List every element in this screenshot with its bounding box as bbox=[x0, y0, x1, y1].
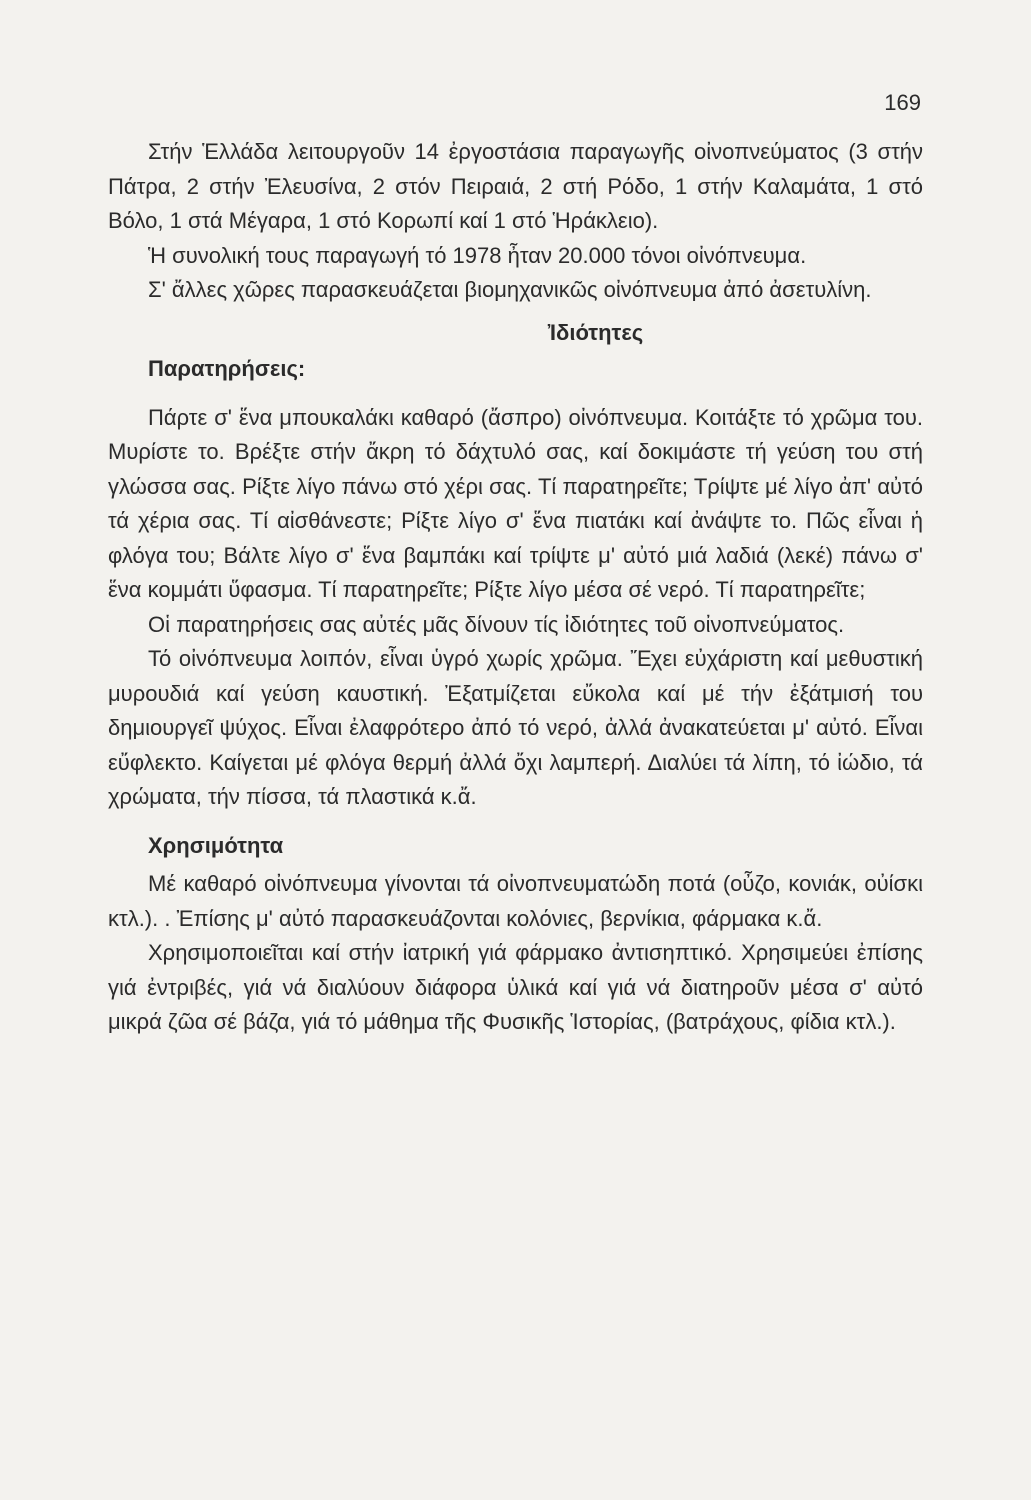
usefulness-paragraph-1: Μέ καθαρό οἰνόπνευμα γίνονται τά οἰνοπνευματώδη ποτά (οὖζο, κονιάκ, οὐίσκι κτλ.). . Ἐπίσης μ' αὐτό παρασκευάζονται κολόνιες, βερνίκια, φάρμακα κ.ἄ. bbox=[108, 871, 923, 931]
intro-paragraph-1: Στήν Ἑλλάδα λειτουργοῦν 14 ἐργοστάσια παραγωγῆς οἰνοπνεύματος (3 στήν Πάτρα, 2 στήν Ἐλευσίνα, 2 στόν Πειραιά, 2 στή Ρόδο, 1 στήν Καλαμάτα, 1 στό Βόλο, 1 στά Μέγαρα, 1 στό Κορωπί καί 1 στό Ἡράκλειο). bbox=[108, 139, 923, 233]
section-heading-properties: Ἰδιότητες bbox=[547, 319, 644, 345]
observation-paragraph-2: Οἱ παρατηρήσεις σας αὐτές μᾶς δίνουν τίς ἰδιότητες τοῦ οἰνοπνεύματος. bbox=[148, 611, 845, 637]
subheading-observations: Παρατηρήσεις: bbox=[148, 356, 306, 381]
page-content bbox=[108, 135, 923, 1040]
page-number: 169 bbox=[884, 90, 921, 115]
intro-paragraph-3: Σ' ἄλλες χῶρες παρασκευάζεται βιομηχανικῶς οἰνόπνευμα ἀπό ἀσετυλίνη. bbox=[148, 277, 872, 302]
usefulness-paragraph-2: Χρησιμοποιεῖται καί στήν ἰατρική γιά φάρμακο ἀντισηπτικό. Χρησιμεύει ἐπίσης γιά ἐντριβές, γιά νά διαλύουν διάφορα ὑλικά καί γιά νά διατηροῦν μέσα σ' αὐτό μικρά ζῶα σέ βάζα, γιά τό μάθημα τῆς Φυσικῆς Ἱστορίας, (βατράχους, φίδια κτλ.). bbox=[108, 940, 923, 1034]
observation-paragraph-1: Πάρτε σ' ἕνα μπουκαλάκι καθαρό (ἄσπρο) οἰνόπνευμα. Κοιτάξτε τό χρῶμα του. Μυρίστε το. Βρέξτε στήν ἄκρη τό δάχτυλό σας, καί δοκιμάστε τή γεύση του στή γλώσσα σας. Ρίξτε λίγο πάνω στό χέρι σας. Τί παρατηρεῖτε; Τρίψτε μέ λίγο ἀπ' αὐτό τά χέρια σας. Τί αἰσθάνεστε; Ρίξτε λίγο σ' ἕνα πιατάκι καί ἀνάψτε το. Πῶς εἶναι ἡ φλόγα του; Βάλτε λίγο σ' ἕνα βαμπάκι καί τρίψτε μ' αὐτό μιά λαδιά (λεκέ) πάνω σ' ἕνα κομμάτι ὕφασμα. Τί παρατηρεῖτε; Ρίξτε λίγο μέσα σέ νερό. Τί παρατηρεῖτε; bbox=[108, 404, 923, 602]
observation-paragraph-3: Τό οἰνόπνευμα λοιπόν, εἶναι ὑγρό χωρίς χρῶμα. Ἔχει εὐχάριστη καί μεθυστική μυρουδιά καί γεύση καυστική. Ἐξατμίζεται εὔκολα καί μέ τήν ἐξάτμισή του δημιουργεῖ ψύχος. Εἶναι ἐλαφρότερο ἀπό τό νερό, ἀλλά ἀνακατεύεται μ' αὐτό. Εἶναι εὔφλεκτο. Καίγεται μέ φλόγα θερμή ἀλλά ὄχι λαμπερή. Διαλύει τά λίπη, τό ἰώδιο, τά χρώματα, τήν πίσσα, τά πλαστικά κ.ἄ. bbox=[108, 646, 923, 809]
section-heading-usefulness: Χρησιμότητα bbox=[148, 832, 284, 858]
intro-paragraph-2: Ἡ συνολική τους παραγωγή τό 1978 ἦταν 20.000 τόνοι οἰνόπνευμα. bbox=[148, 242, 807, 268]
